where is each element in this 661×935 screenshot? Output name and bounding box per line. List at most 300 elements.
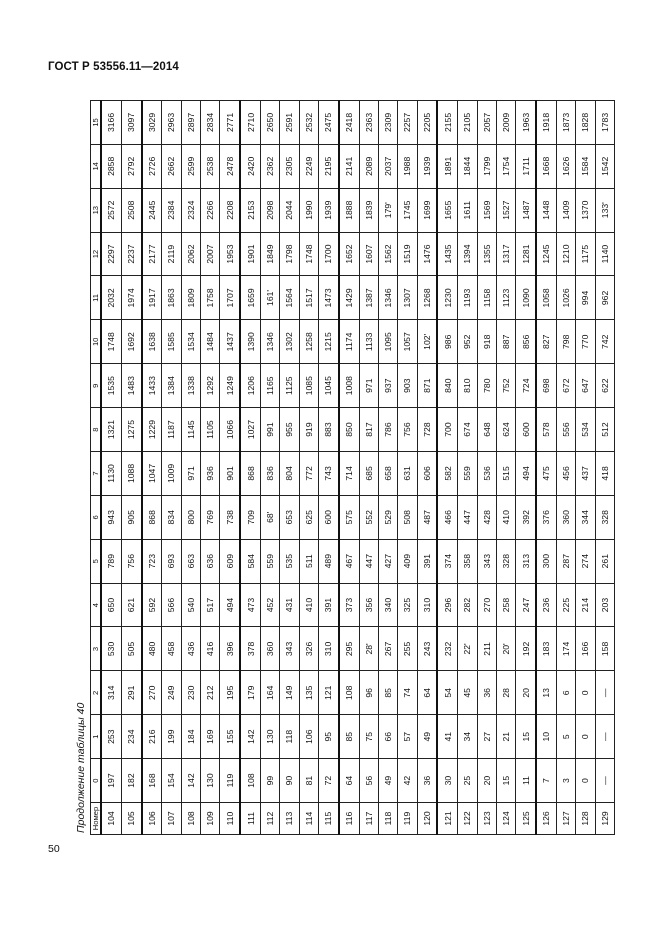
table-row	[398, 101, 417, 835]
table-cell: 1130	[101, 452, 121, 496]
table-cell: 1026	[556, 276, 575, 320]
table-cell: 179'	[378, 188, 397, 232]
table-row	[359, 101, 378, 835]
table-cell: 1394	[458, 232, 477, 276]
table-row	[496, 101, 515, 835]
table-cell: 648	[477, 408, 496, 452]
table-cell: 856	[516, 320, 536, 364]
table-cell: 575	[339, 495, 359, 539]
table-cell: 723	[142, 539, 162, 583]
table-cell: 34	[458, 715, 477, 759]
table-row	[142, 101, 162, 835]
table-cell: 360	[556, 495, 575, 539]
table-cell: 64	[339, 759, 359, 803]
table-cell: 810	[458, 364, 477, 408]
table-cell: 621	[121, 583, 141, 627]
table-cell: 300	[536, 539, 556, 583]
table-cell: 2538	[201, 144, 220, 188]
table-cell: 296	[437, 583, 457, 627]
table-cell: 1917	[142, 276, 162, 320]
table-cell: 249	[162, 671, 181, 715]
table-cell: 466	[437, 495, 457, 539]
table-cell: 1707	[220, 276, 240, 320]
table-cell: 74	[398, 671, 417, 715]
table-cell: 2771	[220, 101, 240, 145]
table-cell: 918	[477, 320, 496, 364]
table-cell: 410	[299, 583, 318, 627]
row-number-cell: 111	[240, 803, 260, 835]
table-cell: 418	[595, 452, 615, 496]
table-cell: 85	[378, 671, 397, 715]
table-cell: 57	[398, 715, 417, 759]
table-cell: 28	[496, 671, 515, 715]
table-cell: 203	[595, 583, 615, 627]
table-cell: 1088	[121, 452, 141, 496]
table-cell: 2205	[417, 101, 437, 145]
table-cell: 325	[398, 583, 417, 627]
table-header-row	[91, 101, 102, 835]
row-number-cell: 123	[477, 803, 496, 835]
table-cell: 22'	[458, 627, 477, 671]
table-cell: 2475	[319, 101, 339, 145]
table-cell: 2305	[280, 144, 299, 188]
table-cell: 106	[299, 715, 318, 759]
table-cell: 700	[437, 408, 457, 452]
table-cell: 2266	[201, 188, 220, 232]
table-cell: 672	[556, 364, 575, 408]
table-cell: 971	[181, 452, 200, 496]
table-cell: 1839	[359, 188, 378, 232]
table-cell: 343	[477, 539, 496, 583]
table-cell: 102'	[417, 320, 437, 364]
table-cell: 494	[516, 452, 536, 496]
row-number-cell: 129	[595, 803, 615, 835]
table-cell: 1809	[181, 276, 200, 320]
table-cell: 197	[101, 759, 121, 803]
table-cell: 1302	[280, 320, 299, 364]
row-number-cell: 112	[260, 803, 279, 835]
table-cell: 133'	[595, 188, 615, 232]
table-cell: 653	[280, 495, 299, 539]
table-cell: 410	[496, 495, 515, 539]
table-cell: 840	[437, 364, 457, 408]
table-row	[181, 101, 200, 835]
table-cell: 1527	[496, 188, 515, 232]
table-cell: 1175	[576, 232, 595, 276]
table-cell: 698	[536, 364, 556, 408]
table-cell: 428	[477, 495, 496, 539]
table-cell: 326	[299, 627, 318, 671]
table-cell: 0	[576, 671, 595, 715]
table-cell: 360	[260, 627, 279, 671]
table-cell: 236	[536, 583, 556, 627]
table-cell: 1569	[477, 188, 496, 232]
table-cell: 118	[280, 715, 299, 759]
table-cell: 1939	[319, 188, 339, 232]
table-cell: 1307	[398, 276, 417, 320]
table-cell: 340	[378, 583, 397, 627]
table-cell: 658	[378, 452, 397, 496]
table-cell: 0	[576, 715, 595, 759]
table-cell: 1027	[240, 408, 260, 452]
table-cell: 994	[576, 276, 595, 320]
table-cell: 1230	[437, 276, 457, 320]
table-cell: 2726	[142, 144, 162, 188]
table-cell: 559	[458, 452, 477, 496]
table-cell: 1047	[142, 452, 162, 496]
table-cell: 473	[240, 583, 260, 627]
table-row	[417, 101, 437, 835]
column-header: 14	[91, 144, 102, 188]
table-cell: 314	[101, 671, 121, 715]
table-row	[240, 101, 260, 835]
table-cell: 1939	[417, 144, 437, 188]
table-cell: 216	[142, 715, 162, 759]
table-cell: 243	[417, 627, 437, 671]
table-cell: 456	[556, 452, 575, 496]
column-header: 0	[91, 759, 102, 803]
table-cell: 606	[417, 452, 437, 496]
table-cell: 1564	[280, 276, 299, 320]
table-cell: 636	[201, 539, 220, 583]
row-number-cell: 109	[201, 803, 220, 835]
table-cell: 96	[359, 671, 378, 715]
table-cell: 2195	[319, 144, 339, 188]
row-number-cell: 120	[417, 803, 437, 835]
table-cell: 511	[299, 539, 318, 583]
table-cell: 850	[339, 408, 359, 452]
table-cell: 179	[240, 671, 260, 715]
column-header: 11	[91, 276, 102, 320]
row-number-cell: 105	[121, 803, 141, 835]
table-cell: 1249	[220, 364, 240, 408]
table-cell: 1058	[536, 276, 556, 320]
table-row	[437, 101, 457, 835]
table-cell: 21	[496, 715, 515, 759]
table-cell: 49	[417, 715, 437, 759]
table-cell: 1483	[121, 364, 141, 408]
table-cell: 391	[319, 583, 339, 627]
table-cell: 255	[398, 627, 417, 671]
table-cell: 182	[121, 759, 141, 803]
table-cell: 2418	[339, 101, 359, 145]
table-cell: 600	[516, 408, 536, 452]
table-cell: 2897	[181, 101, 200, 145]
table-cell: 436	[181, 627, 200, 671]
table-cell: 1652	[339, 232, 359, 276]
table-cell: 552	[359, 495, 378, 539]
table-cell: 1105	[201, 408, 220, 452]
table-cell: 328	[496, 539, 515, 583]
table-cell: 15	[516, 715, 536, 759]
table-cell: 622	[595, 364, 615, 408]
table-cell: 154	[162, 759, 181, 803]
table-cell: 30	[437, 759, 457, 803]
table-cell: 66	[378, 715, 397, 759]
table-cell: 253	[101, 715, 121, 759]
table-cell: 1384	[162, 364, 181, 408]
table-caption: Продолжение таблицы 40	[75, 702, 87, 833]
table-cell: 1206	[240, 364, 260, 408]
row-number-cell: 107	[162, 803, 181, 835]
table-cell: 770	[576, 320, 595, 364]
table-cell: 2572	[101, 188, 121, 232]
table-cell: 5	[556, 715, 575, 759]
table-row	[260, 101, 279, 835]
table-cell: 1165	[260, 364, 279, 408]
table-cell: 1346	[260, 320, 279, 364]
table-cell: 582	[437, 452, 457, 496]
table-cell: 1990	[299, 188, 318, 232]
table-row	[556, 101, 575, 835]
table-cell: 1863	[162, 276, 181, 320]
table-cell: 1229	[142, 408, 162, 452]
table-cell: 624	[496, 408, 515, 452]
table-cell: 36	[417, 759, 437, 803]
table-cell: 530	[101, 627, 121, 671]
table-cell: 72	[319, 759, 339, 803]
table-cell: 1988	[398, 144, 417, 188]
table-row	[299, 101, 318, 835]
table-cell: 1338	[181, 364, 200, 408]
table-cell: 1783	[595, 101, 615, 145]
table-cell: 2105	[458, 101, 477, 145]
table-cell: 0	[576, 759, 595, 803]
table-row	[536, 101, 556, 835]
row-number-cell: 118	[378, 803, 397, 835]
table-cell: 1187	[162, 408, 181, 452]
row-number-cell: 117	[359, 803, 378, 835]
table-cell: 1125	[280, 364, 299, 408]
page-number: 50	[48, 843, 60, 855]
table-cell: 903	[398, 364, 417, 408]
row-number-cell: 108	[181, 803, 200, 835]
table-cell: 1390	[240, 320, 260, 364]
column-header: 12	[91, 232, 102, 276]
table-cell: 631	[398, 452, 417, 496]
table-cell: 2237	[121, 232, 141, 276]
table-cell: 693	[162, 539, 181, 583]
table-cell: 1484	[201, 320, 220, 364]
table-cell: 529	[378, 495, 397, 539]
table-cell: 2420	[240, 144, 260, 188]
table-cell: 3166	[101, 101, 121, 145]
table-cell: 508	[398, 495, 417, 539]
table-cell: 452	[260, 583, 279, 627]
table-cell: 1346	[378, 276, 397, 320]
table-cell: 199	[162, 715, 181, 759]
table-cell: 1473	[319, 276, 339, 320]
table-cell: 427	[378, 539, 397, 583]
column-header: 6	[91, 495, 102, 539]
table-cell: 2309	[378, 101, 397, 145]
table-cell: 130	[201, 759, 220, 803]
table-cell: 409	[398, 539, 417, 583]
table-cell: 1437	[220, 320, 240, 364]
table-cell: 1433	[142, 364, 162, 408]
table-cell: 535	[280, 539, 299, 583]
column-header: 3	[91, 627, 102, 671]
table-cell: 1758	[201, 276, 220, 320]
table-cell: 1370	[576, 188, 595, 232]
row-number-cell: 122	[458, 803, 477, 835]
table-cell: 534	[576, 408, 595, 452]
table-cell: 2177	[142, 232, 162, 276]
table-cell: 2384	[162, 188, 181, 232]
table-cell: 149	[280, 671, 299, 715]
table-body	[101, 101, 615, 835]
table-cell: 396	[220, 627, 240, 671]
column-header: 15	[91, 101, 102, 145]
table-row	[162, 101, 181, 835]
row-number-cell: 124	[496, 803, 515, 835]
table-cell: 81	[299, 759, 318, 803]
table-cell: 158	[595, 627, 615, 671]
table-cell: 168	[142, 759, 162, 803]
table-row	[121, 101, 141, 835]
table-cell: 1095	[378, 320, 397, 364]
table-cell: 1974	[121, 276, 141, 320]
table-cell: 1009	[162, 452, 181, 496]
table-cell: 135	[299, 671, 318, 715]
table-cell: 392	[516, 495, 536, 539]
table-cell: 356	[359, 583, 378, 627]
table-cell: 64	[417, 671, 437, 715]
table-cell: 184	[181, 715, 200, 759]
table-cell: 1090	[516, 276, 536, 320]
table-cell: 2089	[359, 144, 378, 188]
row-number-cell: 116	[339, 803, 359, 835]
table-cell: —	[595, 759, 615, 803]
table-row	[220, 101, 240, 835]
table-row	[201, 101, 220, 835]
table-cell: 1066	[220, 408, 240, 452]
table-cell: 287	[556, 539, 575, 583]
table-cell: 41	[437, 715, 457, 759]
table-cell: 225	[556, 583, 575, 627]
table-cell: 2007	[201, 232, 220, 276]
table-cell: 578	[536, 408, 556, 452]
table-cell: 232	[437, 627, 457, 671]
row-number-cell: 128	[576, 803, 595, 835]
table-cell: 161'	[260, 276, 279, 320]
table-cell: 1133	[359, 320, 378, 364]
table-cell: 195	[220, 671, 240, 715]
table-cell: 943	[101, 495, 121, 539]
table-row	[477, 101, 496, 835]
table-cell: 2062	[181, 232, 200, 276]
table-row	[101, 101, 121, 835]
table-cell: 1292	[201, 364, 220, 408]
column-header: 10	[91, 320, 102, 364]
table-cell: 769	[201, 495, 220, 539]
table-cell: 1145	[181, 408, 200, 452]
table-cell: 517	[201, 583, 220, 627]
table-row	[516, 101, 536, 835]
table-cell: 10	[536, 715, 556, 759]
table-cell: 1435	[437, 232, 457, 276]
table-cell: 458	[162, 627, 181, 671]
table-cell: 27	[477, 715, 496, 759]
table-cell: 1754	[496, 144, 515, 188]
table-cell: 650	[101, 583, 121, 627]
table-cell: 270	[477, 583, 496, 627]
table-cell: 6	[556, 671, 575, 715]
table-cell: 437	[576, 452, 595, 496]
table-cell: 2057	[477, 101, 496, 145]
column-header: 8	[91, 408, 102, 452]
column-header: 13	[91, 188, 102, 232]
table-cell: 1275	[121, 408, 141, 452]
table-cell: 2037	[378, 144, 397, 188]
table-cell: 709	[240, 495, 260, 539]
table-cell: 1699	[417, 188, 437, 232]
table-cell: 1611	[458, 188, 477, 232]
table-cell: 1008	[339, 364, 359, 408]
table-cell: 1215	[319, 320, 339, 364]
table-cell: 416	[201, 627, 220, 671]
table-cell: 1409	[556, 188, 575, 232]
table-cell: 15	[496, 759, 515, 803]
table-cell: 2834	[201, 101, 220, 145]
table-cell: 7	[536, 759, 556, 803]
table-cell: 121	[319, 671, 339, 715]
table-cell: 467	[339, 539, 359, 583]
table-cell: 119	[220, 759, 240, 803]
table-cell: 1534	[181, 320, 200, 364]
table-cell: 11	[516, 759, 536, 803]
table-cell: 99	[260, 759, 279, 803]
table-cell: 962	[595, 276, 615, 320]
row-number-cell: 127	[556, 803, 575, 835]
table-cell: 1585	[162, 320, 181, 364]
table-cell: 584	[240, 539, 260, 583]
table-cell: 310	[417, 583, 437, 627]
table-cell: 328	[595, 495, 615, 539]
rotated-table-block	[72, 100, 615, 835]
table-cell: 2532	[299, 101, 318, 145]
table-cell: 274	[576, 539, 595, 583]
table-cell: 85	[339, 715, 359, 759]
table-cell: 674	[458, 408, 477, 452]
table-cell: 1748	[299, 232, 318, 276]
table-row	[339, 101, 359, 835]
table-cell: 827	[536, 320, 556, 364]
table-cell: 2599	[181, 144, 200, 188]
table-cell: 2009	[496, 101, 515, 145]
table-cell: 742	[595, 320, 615, 364]
table-cell: 28'	[359, 627, 378, 671]
table-cell: 391	[417, 539, 437, 583]
table-cell: 2208	[220, 188, 240, 232]
table-cell: 68'	[260, 495, 279, 539]
table-cell: 566	[162, 583, 181, 627]
table-cell: 378	[240, 627, 260, 671]
table-cell: 3	[556, 759, 575, 803]
table-cell: 373	[339, 583, 359, 627]
table-cell: 1085	[299, 364, 318, 408]
table-cell: 1668	[536, 144, 556, 188]
table-row	[458, 101, 477, 835]
table-cell: 447	[359, 539, 378, 583]
row-number-cell: 104	[101, 803, 121, 835]
table-cell: 685	[359, 452, 378, 496]
table-cell: 559	[260, 539, 279, 583]
table-cell: 1963	[516, 101, 536, 145]
table-cell: 480	[142, 627, 162, 671]
table-cell: 447	[458, 495, 477, 539]
table-cell: 971	[359, 364, 378, 408]
